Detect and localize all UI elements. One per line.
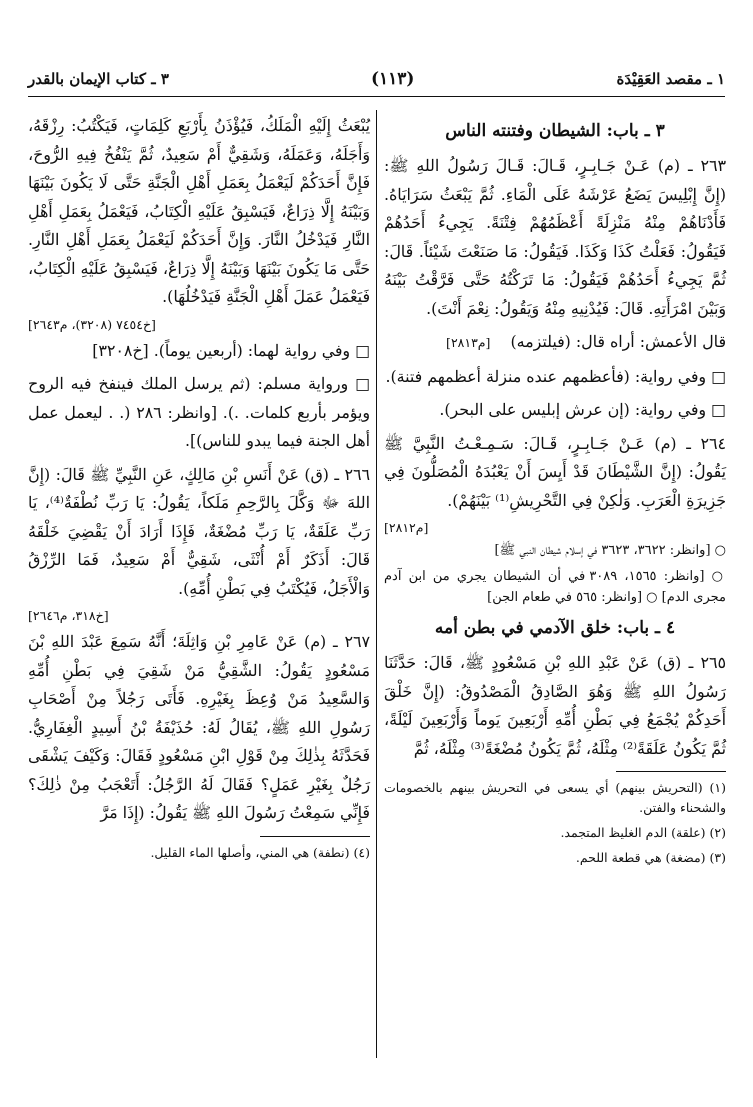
hadith-263-riwaya-1: □ وفي رواية: (فأعظمهم عنده منزلة أعظمهم فتنة). (385, 366, 726, 386)
hadith-265-ref: [خ٧٤٥٤ (٣٢٠٨)، م٢٦٤٣] (28, 316, 156, 332)
hadith-265-continued: يُبْعَثُ إِلَيْهِ الْمَلَكُ، فَيُؤْذَنُ بِأَرْبَعِ كَلِمَاتٍ، فَيَكْتُبُ: رِزْقَهُ، وَأَجَلَهُ، وَعَمَلَهُ، وَشَقِيٌّ أَمْ سَعِيدٌ، ثُمَّ يَنْفُخُ فِيهِ الرُّوحَ، فَإِنَّ أَحَدَكُمْ لَيَعْمَلُ بِعَمَلِ أَهْلِ الْجَنَّةِ حَتَّى لَا يَكُونَ بَيْنَهَا وَبَيْنَهُ إِلَّا ذِرَاعٌ، فَيَسْبِقُ عَلَيْهِ الْكِتَابُ، فَيَعْمَلُ بِعَمَلِ أَهْلِ النَّارِ فَيَدْخُلُ النَّارَ. وَإِنَّ أَحَدَكُمْ لَيَعْمَلُ بِعَمَلِ أَهْلِ النَّارِ. حَتَّى مَا يَكُونَ بَيْنَهَا وَبَيْنَهُ إِلَّا ذِرَاعٌ، فَيَسْبِقُ عَلَيْهِ الْكِتَابُ، فَيَعْمَلُ عَمَلَ أَهْلِ الْجَنَّةِ فَيَدْخُلُهَا). (28, 116, 370, 306)
chapter-heading-3: ٣ ـ باب: الشيطان وفتنته الناس (445, 121, 665, 141)
footnote-rule-left (260, 836, 370, 837)
left-column (28, 112, 370, 868)
footnote-2: (٢) (علقة) الدم الغليظ المتجمد. (560, 825, 726, 840)
column-divider (376, 110, 377, 1058)
hadith-265: ٢٦٥ ـ (ق) عَنْ عَبْدِ اللهِ بْنِ مَسْعُودٍ ﷺ، قَالَ: حَدَّثَنَا رَسُولُ اللهِ ﷺ وَهُوَ الصَّادِقُ الْمَصْدُوقُ: (إِنَّ خَلْقَ أَحَدِكُمْ يُجْمَعُ فِي بَطْنِ أُمِّهِ أَرْبَعِينَ يَوماً وَأَرْبَعِينَ لَيْلَةً، ثُمَّ يَكُونُ عَلَقَةً⁽²⁾ مِثْلَهُ، ثُمَّ يَكُونُ مُضْغَةً⁽³⁾ مِثْلَهُ، ثُمَّ (384, 653, 726, 758)
footnote-3: (٣) (مضغة) هي قطعة اللحم. (575, 850, 726, 865)
hadith-263-ref: [م٢٨١٣] (446, 335, 491, 350)
footnote-4: (٤) (نطفة) هي المني، وأصلها الماء القليل. (150, 844, 370, 860)
hadith-266-ref: [خ٣١٨، م٢٦٤٦] (28, 608, 109, 623)
chapter-heading-4: ٤ ـ باب: خلق الآدمي في بطن أمه (434, 618, 676, 638)
cross-reference-1: ○ [وانظر: ٣٦٢٢، ٣٦٢٣ في إسلام شيطان النبي ﷺ] (494, 543, 726, 558)
header-right-title: ١ ـ مقصد العَقِيْدَة (616, 70, 725, 88)
footnote-1: (١) (التحريش بينهم) أي يسعى في التحريش بينهم بالخصومات والشحناء والفتن. (384, 780, 726, 815)
hadith-264: ٢٦٤ ـ (م) عَـنْ جَـابِـرٍ، قَـالَ: سَـمِـعْـتُ النَّبِيَّ ﷺ يَقُولُ: (إِنَّ الشَّيْطَانَ قَدْ أَيِسَ أَنْ يَعْبُدَهُ الْمُصَلُّونَ فِي جَزِيرَةِ الْعَرَبِ. وَلٰكِنْ فِي التَّحْرِيشِ⁽¹⁾ بَيْنَهُمْ). (384, 433, 726, 510)
cross-reference-2: ○ [وانظر: ١٥٦٥، ٣٠٨٩ في أن الشيطان يجري من ابن آدم مجرى الدم] ○ [وانظر: ٥٦٥ في طعام الجن] (384, 569, 727, 605)
header-rule (28, 96, 725, 97)
right-column (384, 112, 726, 873)
hadith-263-amash (384, 328, 726, 358)
hadith-265-riwaya-both: □ وفي رواية لهما: (أربعين يوماً). [خ٣٢٠٨] (92, 340, 370, 360)
hadith-267: ٢٦٧ ـ (م) عَنْ عَامِرِ بْنِ وَاثِلَةَ؛ أَنَّهُ سَمِعَ عَبْدَ اللهِ بْنَ مَسْعُودٍ يَقُولُ: الشَّقِيُّ مَنْ شَقِيَ فِي بَطْنِ أُمِّهِ وَالسَّعِيدُ مَنْ وُعِظَ بِغَيْرِهِ. فَأَتَى رَجُلاً مِنْ أَصْحَابِ رَسُولِ اللهِ ﷺ، يُقَالُ لَهُ: حُذَيْفَةُ بْنُ أَسِيدٍ الْغِفَارِيُّ. فَحَدَّثَهُ بِذٰلِكَ مِنْ قَوْلِ ابْنِ مَسْعُودٍ فَقَالَ: وَكَيْفَ يَشْقَى رَجُلٌ بِغَيْرِ عَمَلٍ؟ فَقَالَ لَهُ الرَّجُلُ: أَتَعْجَبُ مِنْ ذٰلِكَ؟ فَإِنِّي سَمِعْتُ رَسُولَ اللهِ ﷺ يَقُولُ: (إِذَا مَرَّ (28, 632, 370, 822)
footnote-rule-right (616, 771, 726, 772)
page-header (28, 66, 725, 92)
hadith-263-riwaya-2: □ وفي رواية: (إن عرش إبليس على البحر). (439, 400, 726, 419)
hadith-264-ref: [م٢٨١٢] (384, 520, 429, 535)
hadith-263: ٢٦٣ ـ (م) عَـنْ جَـابِـرٍ، قَـالَ: قَـالَ رَسُولُ اللهِ ﷺ: (إِنَّ إِبْلِيسَ يَضَعُ عَرْشَهُ عَلَى الْمَاءِ. ثُمَّ يَبْعَثُ سَرَايَاهُ. فَأَدْنَاهُمْ مِنْهُ مَنْزِلَةً أَعْظَمُهُمْ فِتْنَةً. يَجِيءُ أَحَدُهُمْ فَيَقُولُ: فَعَلْتُ كَذَا وَكَذَا. فَيَقُولُ: مَا صَنَعْتَ شَيْئاً. قَالَ: ثُمَّ يَجِيءُ أَحَدُهُمْ فَيَقُولُ: مَا تَرَكْتُهُ حَتَّى فَرَّقْتُ بَيْنَهُ وَبَيْنَ امْرَأَتِهِ. قَالَ: فَيُدْنِيهِ مِنْهُ وَيَقُولُ: نِعْمَ أَنْتَ). (384, 156, 726, 318)
page-number: (١١٣) (370, 69, 415, 89)
hadith-265-riwaya-muslim: □ ورواية مسلم: (ثم يرسل الملك فينفخ فيه الروح ويؤمر بأربع كلمات. .). [وانظر: ٢٨٦ (. . ليعمل عمل أهل الجنة فيما يبدو للناس)]. (28, 374, 370, 450)
hadith-266: ٢٦٦ ـ (ق) عَنْ أَنَسِ بْنِ مَالِكٍ، عَنِ النَّبِيِّ ﷺ قَالَ: (إِنَّ اللهَ ﷻ وَكَّلَ بِالرَّحِمِ مَلَكاً، يَقُولُ: يَا رَبِّ نُطْفَةٌ⁽⁴⁾، يَا رَبِّ عَلَقَةٌ، يَا رَبِّ مُضْغَةٌ، فَإِذَا أَرَادَ أَنْ يَقْضِيَ خَلْقَهُ قَالَ: أَذَكَرٌ أَمْ أُنْثَى، شَقِيٌّ أَمْ سَعِيدٌ، فَمَا الرِّزْقُ وَالْأَجَلُ، فَيُكْتَبُ فِي بَطْنِ أُمِّهِ). (28, 464, 370, 598)
amash-note: قال الأعمش: أراه قال: (فيلتزمه) (510, 332, 726, 351)
header-left-title: ٣ ـ كتاب الإيمان بالقدر (28, 70, 169, 88)
